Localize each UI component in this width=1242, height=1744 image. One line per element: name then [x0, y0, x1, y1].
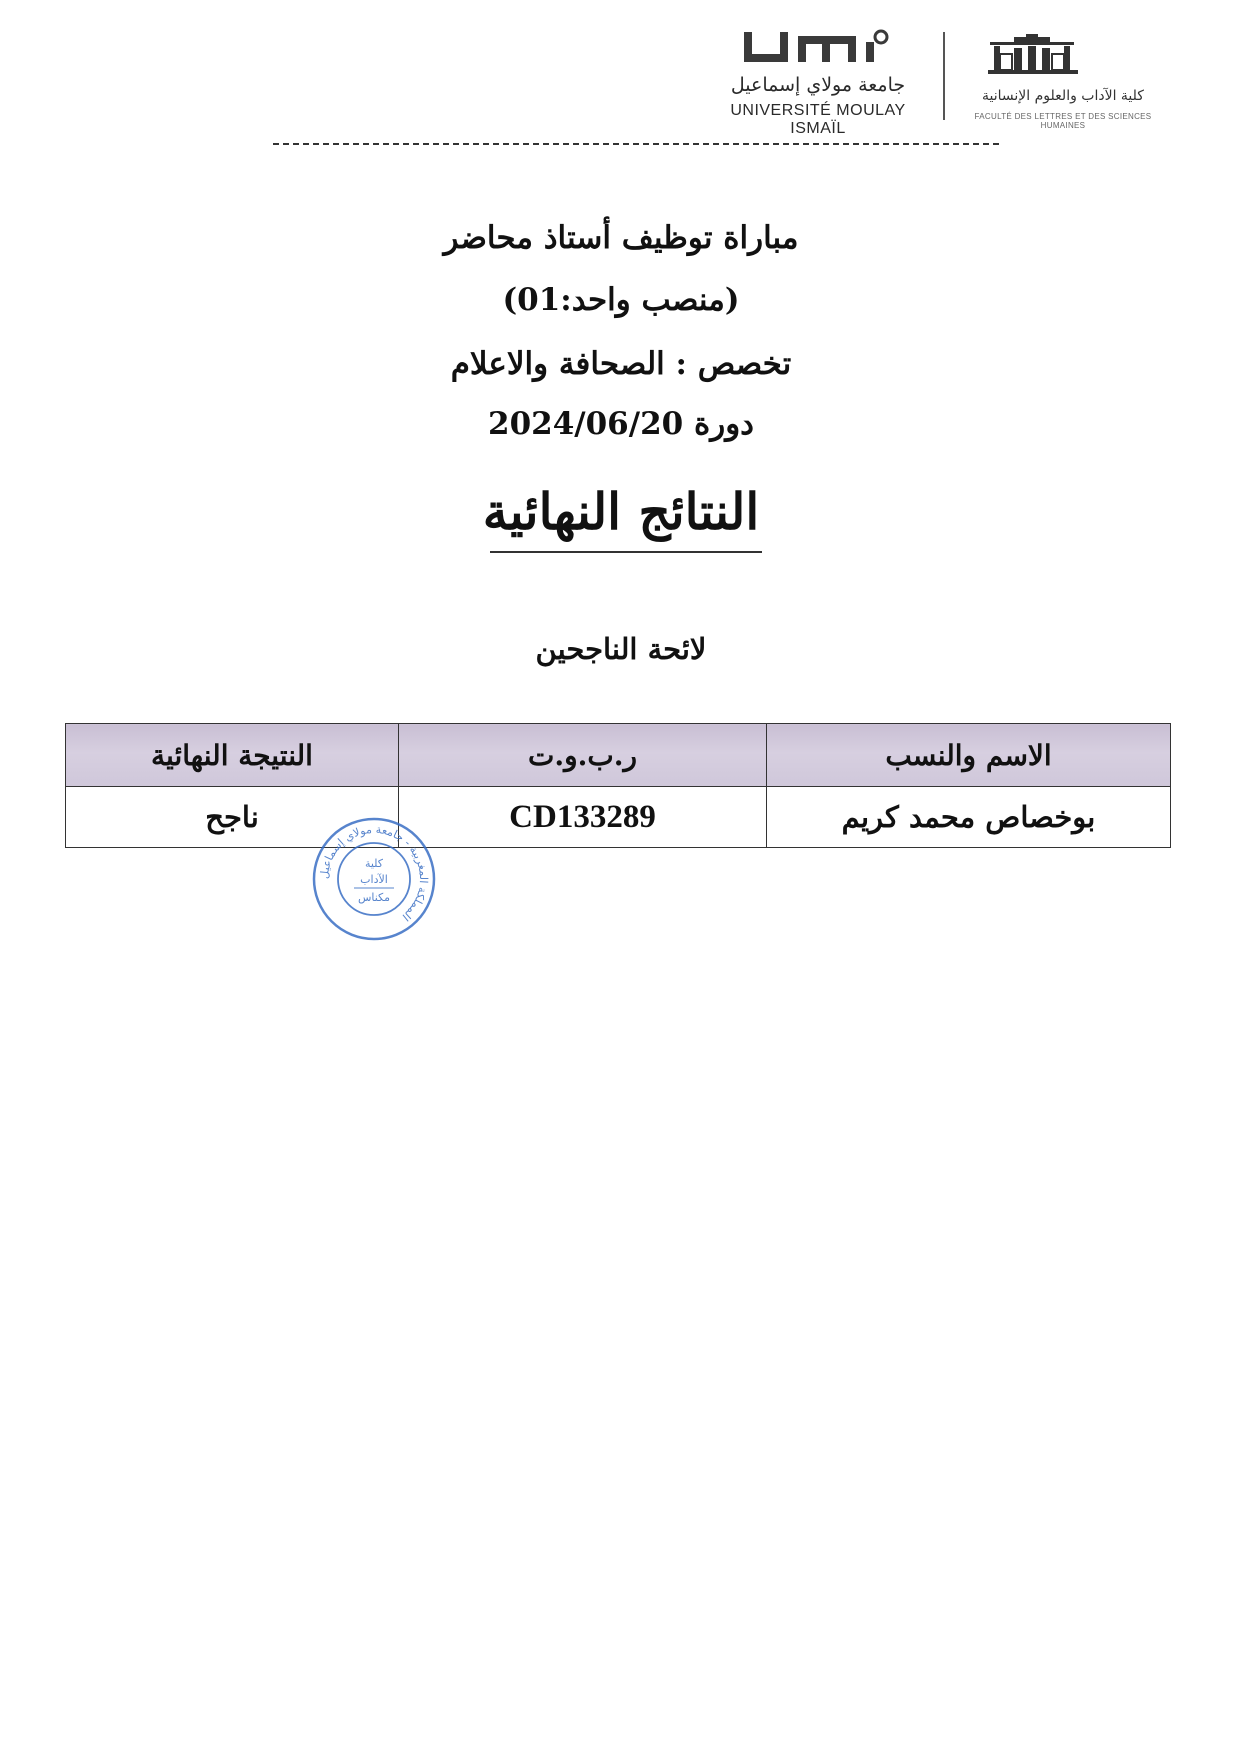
page-title: النتائج النهائية	[482, 482, 760, 541]
header-dashed-divider	[273, 143, 999, 145]
university-name-arabic: جامعة مولاي إسماعيل	[730, 74, 906, 96]
specialty: تخصص : الصحافة والاعلام	[450, 346, 792, 382]
list-label: لائحة الناجحين	[535, 632, 707, 666]
university-logo	[712, 24, 924, 137]
stamp-line-1: كلية	[364, 857, 384, 870]
faculty-building-icon	[968, 34, 1158, 86]
stamp-line-3: مكناس	[357, 891, 391, 904]
umi-logo-mark	[744, 28, 894, 70]
table-header-row	[66, 724, 1171, 787]
table-row	[66, 787, 1171, 848]
logo-separator	[943, 32, 945, 120]
title-underline	[490, 551, 762, 553]
official-stamp	[310, 815, 438, 943]
header-name: الاسم والنسب	[767, 724, 1171, 787]
faculty-name-arabic: كلية الآداب والعلوم الإنسانية	[982, 88, 1144, 104]
stamp-ring-path-text: المملكة المغربية - جامعة مولاي إسماعيل	[317, 822, 431, 924]
cell-result: ناجح	[66, 787, 399, 848]
positions-count: (منصب واحد:01)	[502, 282, 740, 318]
cell-name: بوخصاص محمد كريم	[767, 787, 1171, 848]
faculty-logo	[958, 28, 1168, 128]
header-result: النتيجة النهائية	[66, 724, 399, 787]
cell-id-value: CD133289	[509, 798, 656, 835]
cell-id	[399, 787, 767, 848]
faculty-name-french: FACULTÉ DES LETTRES ET DES SCIENCES HUMAINES	[974, 112, 1152, 130]
university-name-french: UNIVERSITÉ MOULAY ISMAÏL	[730, 102, 906, 137]
results-table	[65, 723, 1171, 848]
competition-title: مباراة توظيف أستاذ محاضر	[443, 220, 799, 256]
stamp-line-2: الآداب	[360, 873, 388, 886]
session-date: دورة 2024/06/20	[488, 406, 754, 442]
header-id: ر.ب.و.ت	[399, 724, 767, 787]
